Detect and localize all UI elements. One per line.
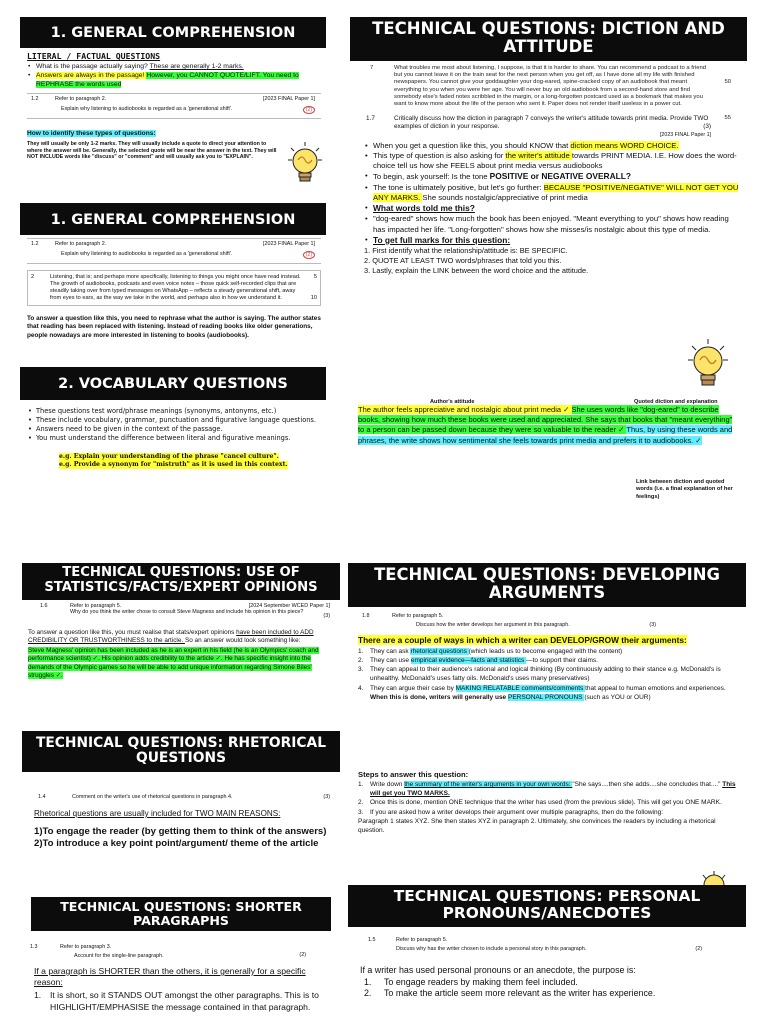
list-item: 4. They can argue their case by MAKING RELATABLE comments/comments that appeal to human emotions and experiences. When this is done, writers will generally use PERSONAL PRONOUNS (such as YOU or OUR) bbox=[358, 684, 726, 701]
list-item: 1. They can ask rhetorical questions (which leads us to become engaged with the content) bbox=[358, 648, 623, 656]
list-item: • What words told me this? bbox=[364, 203, 739, 214]
vocabulary-examples: e.g. Explain your understanding of the phrase "cancel culture". e.g. Provide a synonym for "mistruth" as it is used in this context. bbox=[59, 452, 288, 468]
question-1-3: 1.3 Refer to paragraph 3. Account for the single-line paragraph. (2) bbox=[30, 944, 306, 959]
question-1-8: 1.8 Refer to paragraph 5. Discuss how the writer develops her argument in this paragraph. (3) bbox=[362, 612, 656, 628]
list-item: • To begin, ask yourself: Is the tone POSITIVE or NEGATIVE OVERALL? bbox=[364, 171, 739, 182]
vocabulary-bullets bbox=[27, 407, 321, 443]
statistics-explanation: To answer a question like this, you must realise that stats/expert opinions have been included to ADD CREDIBILITY OR TRUSTWORTHINESS to the article. So an answer would look something like: bbox=[28, 628, 314, 644]
panel-developing-arguments bbox=[348, 563, 746, 1024]
header-vocabulary: 2. VOCABULARY QUESTIONS bbox=[20, 367, 326, 400]
list-item: 2. They can use empirical evidence—facts and statistics —to support their claims. bbox=[358, 657, 598, 665]
question-1-7: 1.7 Critically discuss how the diction in paragraph 7 conveys the writer's attitude towards print media. Provide TWO examples of diction in your response. (3) [2023 FINAL Paper 1] bbox=[366, 115, 711, 139]
shorter-paragraph-notes: If a paragraph is SHORTER than the others, it is generally for a specific reason: 1. It is short, so it STANDS OUT amongst the other paragraphs. This is to HIGHLIGHT/EMPHASISE the message contained in that paragraph. bbox=[34, 966, 319, 1012]
list-item: 1. Write down the summary of the writer's arguments in your own words: "She says....then she adds....she concludes that...." This will get you TWO MARKS. bbox=[358, 781, 736, 798]
full-marks-steps: 1. First identify what the relationship/attitude is: BE SPECIFIC. 2. QUOTE AT LEAST TWO words/phrases that told you this. 3. Lastly, explain the LINK between the word choice and the attitude. bbox=[364, 246, 589, 275]
list-item: • The tone is ultimately positive, but let's go further: BECAUSE "POSITIVE/NEGATIVE" WILL NOT GET YOU ANY MARKS. She sounds nostalgic/appreciative of print media bbox=[364, 183, 739, 203]
panel-general-comprehension bbox=[20, 17, 326, 515]
header-developing-arguments: TECHNICAL QUESTIONS: DEVELOPING ARGUMENTS bbox=[348, 563, 746, 607]
rhetorical-reasons: Rhetorical questions are usually included for TWO MAIN REASONS: 1)To engage the reader (by getting them to think of the answers) 2)To introduce a key point point/argument/ theme of the article bbox=[34, 809, 327, 850]
lightbulb-icon bbox=[688, 339, 728, 392]
subheading-literal: LITERAL / FACTUAL QUESTIONS bbox=[27, 51, 161, 62]
list-item: 2. Once this is done, mention ONE technique that the writer has used (from the previous slide). This will get you ONE MARK. bbox=[358, 799, 722, 807]
list-item: • "dog-eared" shows how much the book has been enjoyed. "Meant everything to you" shows how reading has impacted her life. "Long-forgotten" shows how she misses/is nostalgic about this type of media. bbox=[364, 214, 739, 234]
list-item: • Answers are always in the passage! However, you CANNOT QUOTE/LIFT. You need to REPHRASE the words used bbox=[27, 72, 321, 90]
diction-bullets bbox=[364, 141, 739, 246]
how-to-identify: How to identify these types of questions: They will usually be only 1-2 marks. They will usually include a quote to direct your attention to where the answer will be. Generally, the selected quote will be near the answer in the text. They will NOT INCLUDE words like "discuss" or "comment" and will usually ask you to "EXPLAIN". bbox=[27, 129, 277, 161]
header-general-comprehension-2: 1. GENERAL COMPREHENSION bbox=[20, 203, 326, 235]
header-diction-attitude: TECHNICAL QUESTIONS: DICTION AND ATTITUDE bbox=[350, 17, 747, 61]
model-answer: The author feels appreciative and nostalgic about print media ✓ She uses words like "dog-eared" to describe books, showing how much these books were used and appreciated. She says that books that "meant everything" to a person can be passed down because they were so valuable to the reader ✓ Thus, by using these words and phrases, the write shows how sentimental she feels towards print media and prefers it to audiobooks. ✓ bbox=[358, 405, 733, 445]
list-item: 1. To engage readers by making them feel included. bbox=[364, 976, 578, 987]
developing-intro: There are a couple of ways in which a writer can DEVELOP/GROW their arguments: bbox=[358, 634, 687, 645]
question-1-5: 1.5 Refer to paragraph 5. Discuss why has the writer chosen to include a personal story in this paragraph. (2) bbox=[368, 937, 702, 952]
header-general-comprehension: 1. GENERAL COMPREHENSION bbox=[20, 17, 326, 48]
panel-diction-attitude: TECHNICAL QUESTIONS: DICTION AND ATTITUDE 7 What troubles me most about listening, I suppose, is that it is harder to share. You can recommend a podcast to a friend but you cannot leave it on the train seat for the next person when you get off, as I have done all my life with finished newspapers. You cannot give your goddaughter your dog-eared, spine-cracked copy of an audiobook that meant everything to you when you were her age. You will never buy an old audiobook from a second-hand store and find somebody else's faded notes scribbled in the margin, or a long-forgotten postcard used as a bookmark that makes you want to know more about the life of the person who sent it. Paper does not render itself useless in a power cut. 50 55 1.7 Critically discuss how the diction in paragraph 7 conveys the writer's attitude towards print media. Provide TWO examples of diction in your response. (3) [2023 FINAL Paper 1] • When you get a question like this, you should KNOW that diction means WORD CHOICE. • This type of question is also asking for the writer's attitude towards PRINT MEDIA. I.E. How does the word-choice tell us how she FEELS about print media versus audiobooks • To begin, ask yourself: Is the tone POSITIVE or NEGATIVE OVERALL? • The tone is ultimately positive, but let's go further: BECAUSE "POSITIVE/NEGATIVE" WILL NOT GET YOU ANY MARKS. She sounds nostalgic/appreciative of print media • What words told me this? • "dog-eared" shows how much the book has been enjoyed. "Meant everything to you" shows how reading has impacted her life. "Long-forgotten" shows how she misses/is nostalgic about this type of media. • To get full marks for this question: 1. First identify what the relationship/attitude is: BE SPECIFIC. 2. QUOTE AT LEAST TWO words/phrases that told you this. 3. Lastly, explain the LINK between the word choice and the attitude. Author's attitude Quoted diction and explanation The author feels appreciative and nostalgic about print media ✓ She uses words like "dog-eared" to describe books, showing how much these books were used and appreciated. She says that books that "meant everything" to a person can be passed down because they were so valuable to the reader ✓ Thus, by using these words and phrases, the write shows how sentimental she feels towards print media and prefers it to audiobooks. ✓ Link between diction and quoted words (i.e. a final explanation of her feelings) bbox=[350, 17, 747, 515]
list-item: • These questions test word/phrase meanings (synonyms, antonyms, etc.) bbox=[27, 407, 321, 416]
header-shorter-paragraphs: TECHNICAL QUESTIONS: SHORTER PARAGRAPHS bbox=[31, 897, 331, 931]
steps-section: Steps to answer this question: 1. Write down the summary of the writer's arguments in your own words: "She says....then she adds....she concludes that...." This will get you TWO MARKS. 2. Once this is done, mention ONE technique that the writer has used (from the previous slide). This will get you ONE MARK. 3. If you are asked how a writer develops their argument over multiple paragraphs, then do the following: Paragraph 1 states XYZ. She then states XYZ in paragraph 2. Ultimately, she convinces the readers by including a rhetorical question. bbox=[358, 770, 738, 835]
header-rhetorical: TECHNICAL QUESTIONS: RHETORICAL QUESTIONS bbox=[22, 731, 340, 772]
link-note: Link between diction and quoted words (i.e. a final explanation of her feelings) bbox=[636, 479, 733, 500]
panel-statistics-rhetorical bbox=[22, 563, 340, 1024]
question-1-2-repeat: 1.2 Refer to paragraph 2. [2023 FINAL Paper 1] Explain why listening to audiobooks is regarded as a 'generational shift'. (2) bbox=[27, 238, 321, 264]
list-item: • This type of question is also asking for the writer's attitude towards PRINT MEDIA. I.E. How does the word-choice tell us how she FEELS about print media versus audiobooks bbox=[364, 151, 739, 171]
list-item: • You must understand the difference between literal and figurative meanings. bbox=[27, 434, 321, 443]
list-item: 3. They can appeal to their audience's rational and logical thinking (By continuously adding to their stance e.g. McDonald's is unhealthy. McDonald's uses fatty oils. McDonald's uses many preservatives) bbox=[358, 666, 721, 683]
personal-pronoun-notes: If a writer has used personal pronouns or an anecdote, the purpose is: 1. To engage readers by making them feel included. 2. To make the article seem more relevant as the writer has experience. bbox=[360, 965, 740, 1000]
passage-paragraph-2: 2 Listening, that is; and perhaps more specifically, listening to things you might once have read instead. The growth of audiobooks, podcasts and even voice notes – those quick self-recorded clips that are steadily taking over from typed messages on WhatsApp – reflects a steady generational shift, away from eyes to ears, as the way we take in the world, and perhaps also in how we understand it. 5 10 bbox=[27, 270, 321, 306]
question-1-4: 1.4 Comment on the writer's use of rhetorical questions in paragraph 4. (3) bbox=[38, 794, 330, 800]
literal-bullets bbox=[27, 63, 321, 89]
header-statistics: TECHNICAL QUESTIONS: USE OF STATISTICS/FACTS/EXPERT OPINIONS bbox=[22, 563, 340, 600]
lightbulb-icon bbox=[288, 142, 322, 191]
list-item: • To get full marks for this question: bbox=[364, 235, 739, 246]
statistics-answer: Steve Magness' opinion has been included as he is an expert in his field (he is an Olympics' coach and performance scientist) ✓. His opinion adds credibility to the article ✓. He has specific insight into the demands of the Olympic games so he will be able to add unique information regarding Simone Biles' struggles ✓. bbox=[28, 646, 319, 679]
question-1-6: 1.6 Refer to paragraph 5. [2024 September WCED Paper 1] Why do you think the writer chose to consult Steve Magness and include his opinion in this piece? (3) bbox=[40, 602, 330, 619]
question-1-2: 1.2 Refer to paragraph 2. [2023 FINAL Paper 1] Explain why listening to audiobooks is regarded as a 'generational shift'. (2) bbox=[27, 93, 321, 119]
list-item: 3. If you are asked how a writer develops their argument over multiple paragraphs, then do the following: bbox=[358, 808, 664, 816]
list-item: • Answers need to be given in the context of the passage. bbox=[27, 425, 321, 434]
list-item: • When you get a question like this, you should KNOW that diction means WORD CHOICE. bbox=[364, 141, 739, 151]
list-item: 2. To make the article seem more relevant as the writer has experience. bbox=[364, 988, 656, 999]
list-item: • These include vocabulary, grammar, punctuation and figurative language questions. bbox=[27, 416, 321, 425]
passage-paragraph-7: 7 What troubles me most about listening, I suppose, is that it is harder to share. You can recommend a podcast to a friend but you cannot leave it on the train seat for the next person when you get off, as I have done all my life with finished newspapers. You cannot give your goddaughter your dog-eared, spine-cracked copy of an audiobook that meant everything to you when you were her age. You will never buy an old audiobook from a second-hand store and find somebody else's faded notes scribbled in the margin, or a long-forgotten postcard used as a bookmark that makes you want to know more about the life of the person who sent it. Paper does not render itself useless in a power cut. 50 55 bbox=[370, 64, 731, 121]
developing-techniques bbox=[358, 647, 738, 702]
list-item: • What is the passage actually saying? These are generally 1-2 marks. bbox=[27, 63, 321, 72]
header-personal-pronouns: TECHNICAL QUESTIONS: PERSONAL PRONOUNS/ANECDOTES bbox=[348, 885, 746, 927]
answer-explanation: To answer a question like this, you need to rephrase what the author is saying. The author states that reading has been replaced with listening. Instead of reading books like older generations, people nowadays are more interested in listening to books (audiobooks). bbox=[27, 314, 321, 339]
